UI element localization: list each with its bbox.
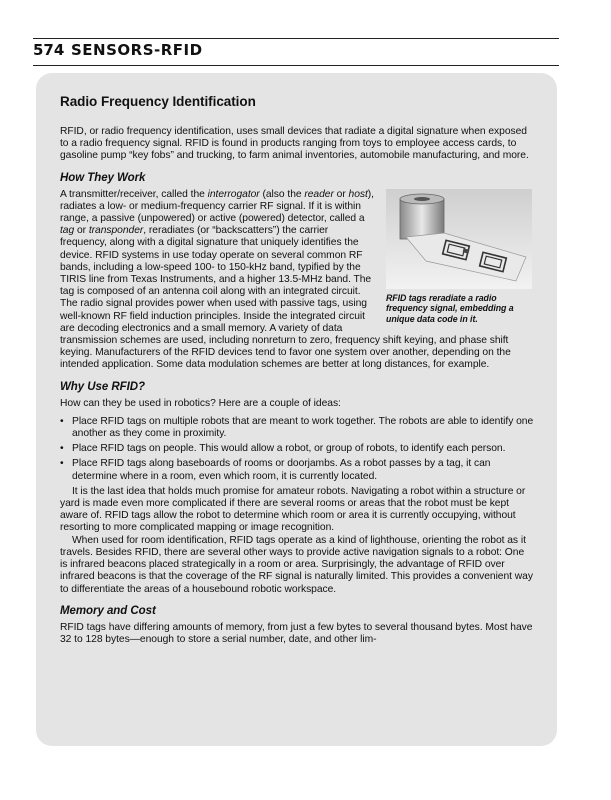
section-title: Radio Frequency Identification xyxy=(60,94,256,109)
why-use-paragraph-2: It is the last idea that holds much promise for amateur robots. Navigating a robot within a structure or yard is made even more complicated if there are several rooms or areas that the robot must be kept aware of. RFID tags allow the robot to determine which room or area it is currently occupying, without resorting to more complicated mapping or image recognition. xyxy=(60,485,526,534)
panel-content xyxy=(60,94,534,654)
why-use-heading: Why Use RFID? xyxy=(60,380,145,393)
page-header xyxy=(33,38,559,66)
intro-paragraph: RFID, or radio frequency identification, uses small devices that radiate a digital signature when exposed to a radio frequency signal. RFID is found in products ranging from toys to employee access cards, to gasoline pump “key fobs” and trucking, to farm animal inventories, automobile manufacturing, and more. xyxy=(60,126,529,162)
why-use-intro: How can they be used in robotics? Here are a couple of ideas: xyxy=(60,397,341,409)
why-use-paragraph-3: When used for room identification, RFID tags operate as a kind of lighthouse, orienting the robot as it travels. Besides RFID, there are several other ways to provide active navigation signals to a robot: One is infrared beacons placed strategically in a room or area. Surprisingly, the advantage of RFID over infrared beacons is that the coverage of the RF signal is naturally limited. This provides a convenient way to differentiate the areas of a housebound robotic workspace. xyxy=(60,534,533,595)
figure-caption: RFID tags reradiate a radio frequency signal, embedding a unique data code in it. xyxy=(386,292,514,324)
chapter-title: SENSORS-RFID xyxy=(71,41,203,59)
list-item: • Place RFID tags on multiple robots that are meant to work together. The robots are able to identify one another as they come in proximity. xyxy=(60,416,534,440)
page-number: 574 xyxy=(33,41,65,59)
list-item: • Place RFID tags on people. This would allow a robot, or group of robots, to identify each person. xyxy=(60,443,534,455)
memory-cost-paragraph: RFID tags have differing amounts of memory, from just a few bytes to several thousand bytes. Most have 32 to 128 bytes—enough to store a serial number, date, and other lim- xyxy=(60,621,533,645)
list-item: • Place RFID tags along baseboards of rooms or doorjambs. As a robot passes by a tag, it can determine where in a room, even which room, it is currently located. xyxy=(60,458,534,482)
memory-cost-heading: Memory and Cost xyxy=(60,604,156,617)
ideas-list xyxy=(60,416,534,483)
how-they-work-paragraph: A transmitter/receiver, called the interrogator (also the reader or host), radiates a low- or medium-frequency carrier RF signal. If it is within range, a passive (unpowered) or active (powered) detector, called a tag or transponder, reradiates (or “backscatters”) the carrier frequency, along with a digital signature that uniquely identifies the device. RFID systems in use today operate on several common RF bands, including a low-speed 100- to 150-kHz band, typified by the TIRIS line from Texas Instruments, and a higher 13.5-MHz band. The tag is composed of an antenna coil along with an integrated circuit. The radio signal provides power when used with passive tags, using well-known RF field induction principles. Inside the integrated circuit are decoding electronics and a small memory. A variety of data transmission schemes are used, including nonreturn to zero, frequency shift keying, and phase shift keying. Manufacturers of the RFID devices tend to favor one system over another, depending on the intended application. Some data modulation schemes are better at long distances, for example. xyxy=(60,188,511,371)
rfid-figure xyxy=(386,189,534,325)
rfid-tag-photo xyxy=(386,189,532,289)
how-they-work-heading: How They Work xyxy=(60,171,146,184)
